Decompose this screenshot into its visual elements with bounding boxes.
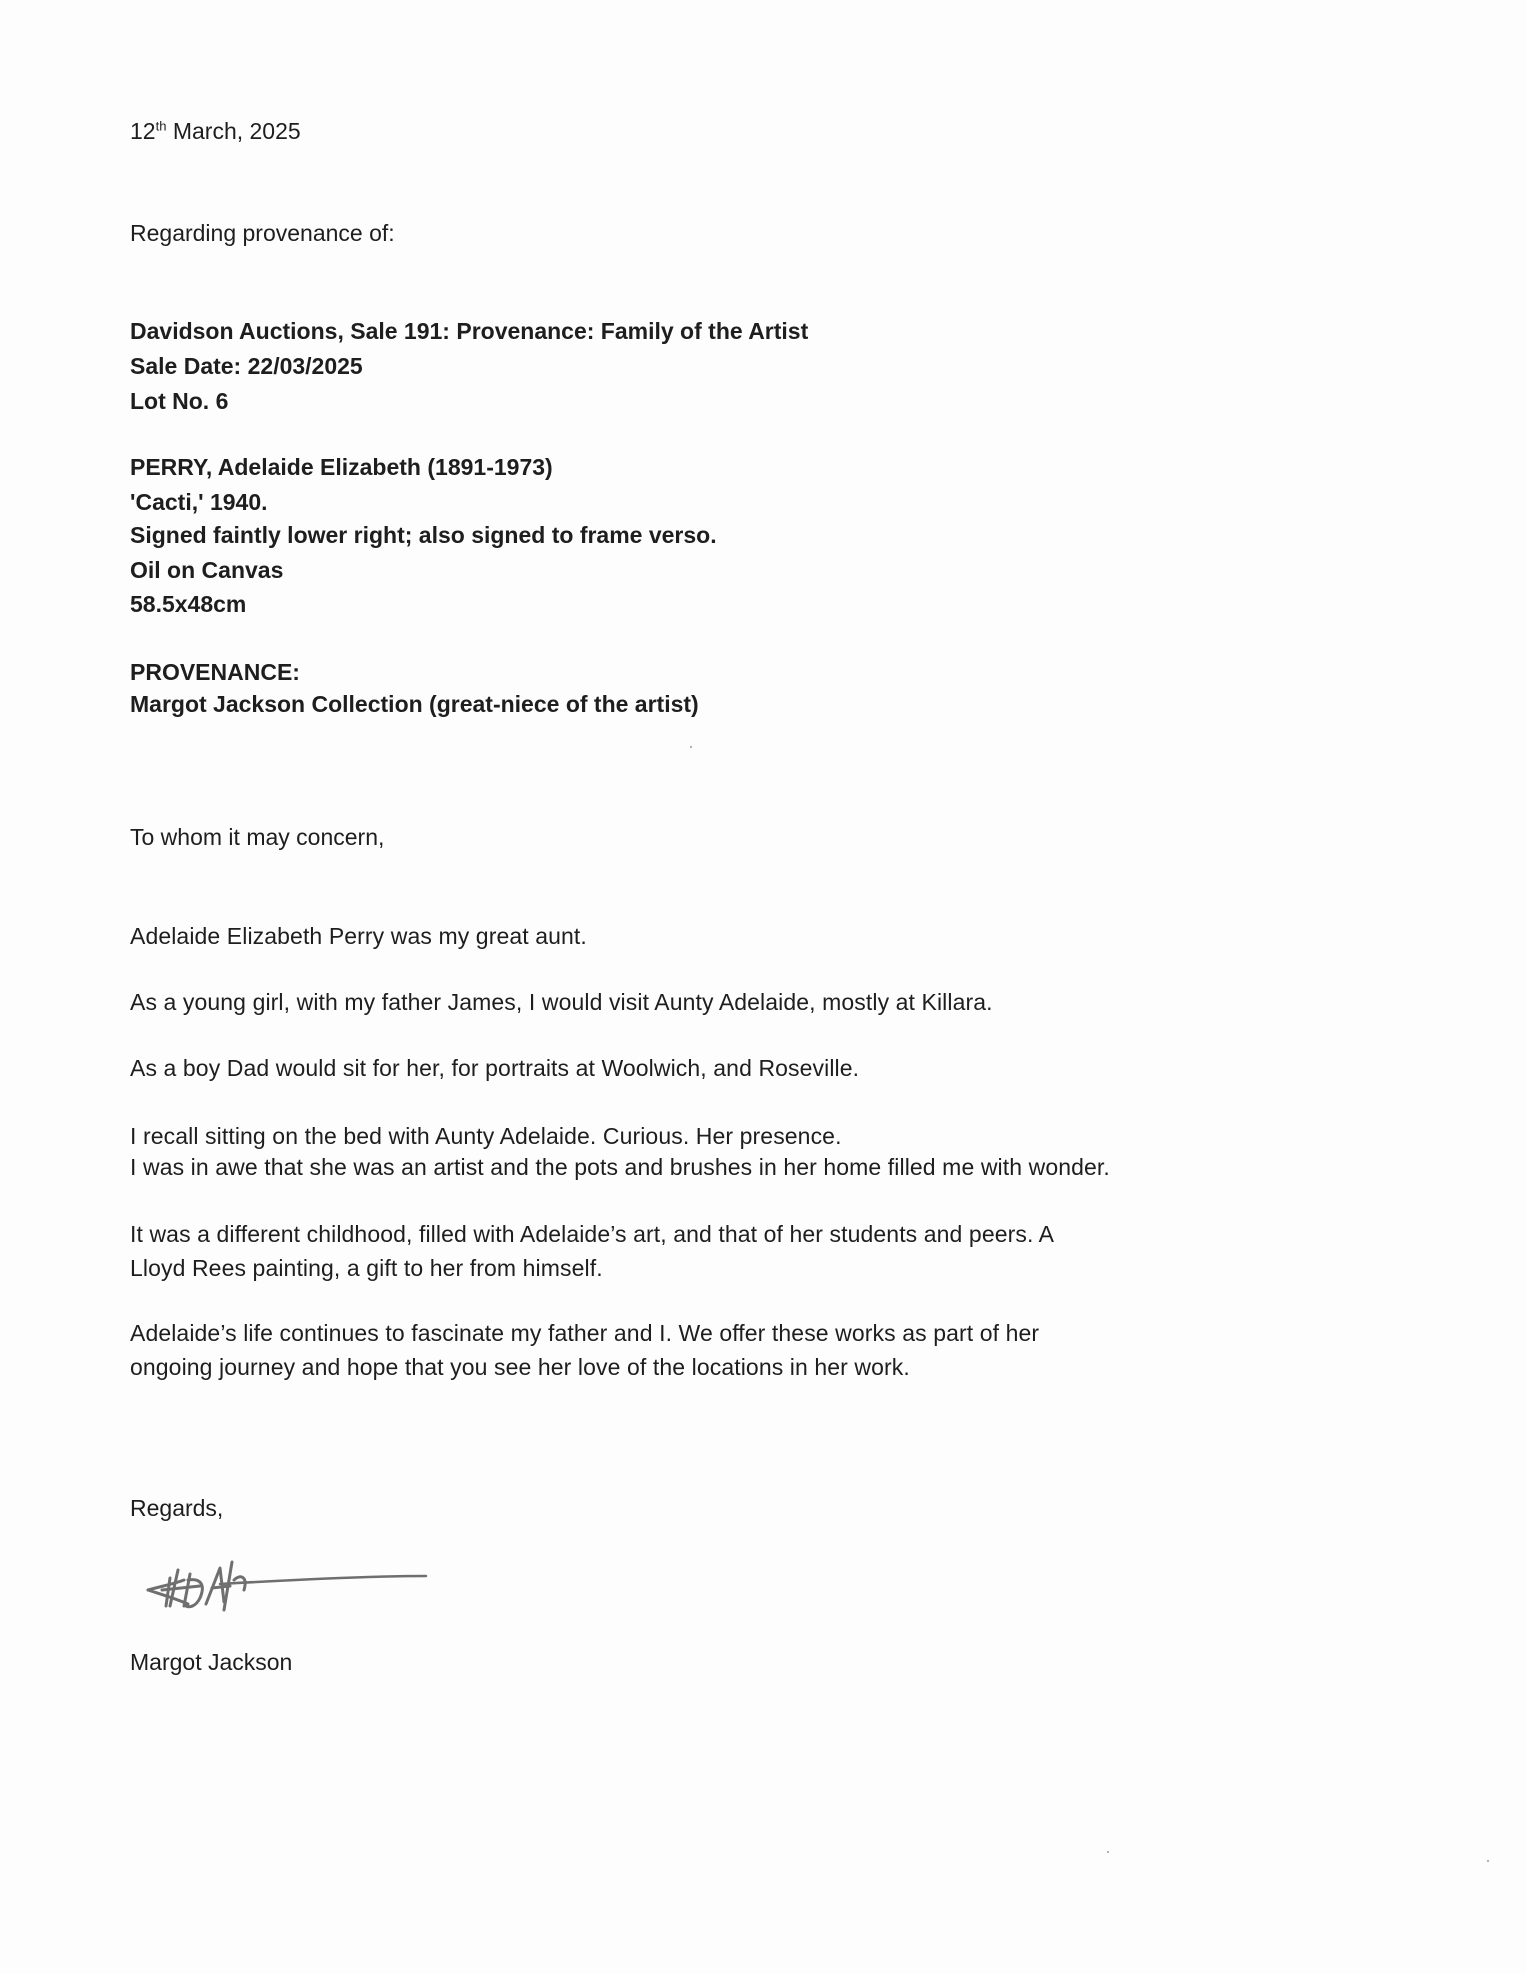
scan-speck xyxy=(1487,1860,1489,1862)
regarding-line: Regarding provenance of: xyxy=(130,220,395,246)
scan-speck xyxy=(690,746,692,748)
closing: Regards, xyxy=(130,1495,224,1521)
date-day: 12 xyxy=(130,118,156,144)
paragraph-2: As a young girl, with my father James, I would visit Aunty Adelaide, mostly at Killara. xyxy=(130,989,993,1015)
paragraph-5-line-2: Lloyd Rees painting, a gift to her from himself. xyxy=(130,1255,603,1281)
signer-name: Margot Jackson xyxy=(130,1649,293,1675)
paragraph-5-line-1: It was a different childhood, filled with Adelaide’s art, and that of her students and peers. A xyxy=(130,1221,1055,1247)
provenance-value: Margot Jackson Collection (great-niece of the artist) xyxy=(130,691,699,717)
provenance-heading: PROVENANCE: xyxy=(130,659,300,685)
letter-date xyxy=(130,116,301,146)
scan-speck xyxy=(1107,1851,1109,1853)
date-rest: March, 2025 xyxy=(166,118,301,144)
paragraph-6-line-2: ongoing journey and hope that you see her love of the locations in her work. xyxy=(130,1354,910,1380)
paragraph-3: As a boy Dad would sit for her, for portraits at Woolwich, and Roseville. xyxy=(130,1055,860,1081)
date-suffix: th xyxy=(155,118,167,134)
artwork-title: 'Cacti,' 1940. xyxy=(130,489,268,515)
artwork-size: 58.5x48cm xyxy=(130,591,247,617)
artwork-medium: Oil on Canvas xyxy=(130,557,284,583)
paragraph-6-line-1: Adelaide’s life continues to fascinate my father and I. We offer these works as part of her xyxy=(130,1320,1040,1346)
paragraph-4-line-1: I recall sitting on the bed with Aunty Adelaide. Curious. Her presence. xyxy=(130,1123,842,1149)
artist-name: PERRY, Adelaide Elizabeth (1891-1973) xyxy=(130,454,553,480)
lot-number: Lot No. 6 xyxy=(130,388,229,414)
sale-date: Sale Date: 22/03/2025 xyxy=(130,353,363,379)
sale-title: Davidson Auctions, Sale 191: Provenance: Family of the Artist xyxy=(130,318,809,344)
handwritten-signature xyxy=(140,1540,440,1620)
paragraph-4-line-2: I was in awe that she was an artist and the pots and brushes in her home filled me with wonder. xyxy=(130,1154,1110,1180)
artwork-signed: Signed faintly lower right; also signed to frame verso. xyxy=(130,522,717,548)
paragraph-1: Adelaide Elizabeth Perry was my great aunt. xyxy=(130,923,587,949)
salutation: To whom it may concern, xyxy=(130,824,385,850)
